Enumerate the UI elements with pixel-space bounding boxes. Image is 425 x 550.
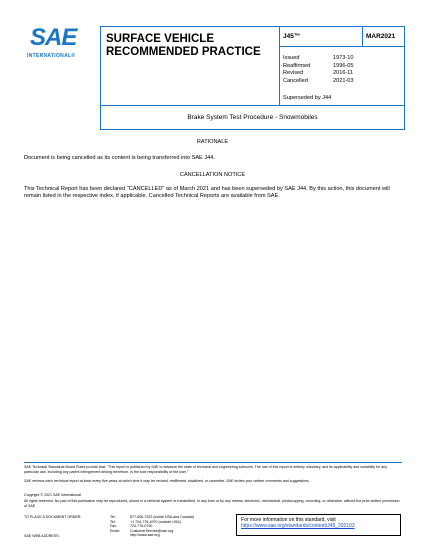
contact-key: Tel:	[110, 515, 116, 519]
contact-value[interactable]: CustomerService@sae.org	[130, 528, 174, 533]
standard-link[interactable]: https://www.sae.org/standards/content/J45_202103	[241, 523, 355, 530]
sae-logo: SAE	[30, 24, 77, 51]
date-row	[283, 78, 354, 86]
date-row	[283, 70, 354, 78]
document-subtitle	[100, 106, 405, 130]
sae-logo-subtitle: INTERNATIONAL®	[27, 53, 76, 59]
footer-web-address-label: SAE WEB ADDRESS:	[24, 534, 60, 538]
contact-key: Fax:	[110, 524, 117, 529]
date-label: Cancelled	[283, 77, 308, 84]
order-label: TO PLACE A DOCUMENT ORDER:	[24, 515, 82, 519]
document-type-title	[106, 33, 261, 59]
footer-rights-paragraph: All rights reserved. No part of this publication may be reproduced, stored in a retrieval system or transmitted, in any form or by any means, electronic, mechanical, photocopying, recording, or otherwise, without the prior written permission of SAE.	[24, 499, 400, 508]
date-row	[283, 63, 354, 71]
order-contacts	[110, 515, 194, 538]
footer-rules-paragraph: SAE Technical Standards Board Rules provide that: "This report is published by SAE to advance the state of technical and engineering sciences. The use of this report is entirely voluntary, and its applicability and suitability for any particular use, including any patent infringement arising therefrom, is the sole responsibility of the user."	[24, 465, 388, 474]
more-info-text: For more information on this standard, visit	[241, 517, 336, 523]
footer-review-paragraph: SAE reviews each technical report at least every five years at which time it may be revised, reaffirmed, stabilized, or cancelled. SAE invites your written comments and suggestions.	[24, 479, 310, 483]
cancellation-heading: CANCELLATION NOTICE	[179, 172, 246, 178]
header-divider	[279, 26, 280, 106]
date-value: 1973-10	[333, 55, 354, 61]
date-label: Reaffirmed	[283, 62, 311, 69]
date-row	[283, 55, 354, 63]
date-value: 2021-03	[333, 77, 354, 84]
footer-copyright: Copyright © 2021 SAE International	[24, 493, 81, 497]
date-label: Revised	[283, 70, 304, 77]
header-divider	[362, 26, 363, 46]
contact-key	[110, 533, 130, 538]
rationale-heading: RATIONALE	[196, 139, 229, 145]
date-value: 2016-11	[333, 70, 354, 77]
contact-key: Email:	[110, 528, 120, 533]
date-value: 1996-05	[333, 62, 354, 69]
contact-value: 724-776-0790	[130, 524, 153, 529]
contact-key: Tel:	[110, 519, 116, 524]
document-dates	[283, 55, 354, 85]
title-line: RECOMMENDED PRACTICE	[106, 46, 261, 58]
document-date: MAR2021	[366, 33, 396, 40]
contact-value: 877-606-7323 (inside USA and Canada)	[130, 515, 194, 519]
title-line: SURFACE VEHICLE	[106, 33, 214, 45]
date-label: Issued	[283, 55, 300, 61]
contact-value: +1 724-776-4970 (outside USA)	[130, 519, 181, 524]
cancellation-text: This Technical Report has been declared "CANCELLED" as of March 2021 and has been superseded by SAE J44. By this action, this document will remain listed in the respective index, if applicable. Cancelled Technical Reports are available from SAE.	[24, 186, 390, 200]
header-divider	[279, 46, 405, 47]
superseded-note: Superseded by J44	[283, 95, 332, 101]
contact-row	[110, 533, 194, 538]
footer-divider	[24, 462, 402, 463]
more-info-box	[236, 514, 401, 536]
document-id: J45™	[283, 33, 301, 40]
rationale-text: Document is being cancelled as its content is being transferred into SAE J44.	[24, 155, 215, 161]
contact-value[interactable]: http://www.sae.org	[130, 533, 160, 538]
subtitle-text: Brake System Test Procedure - Snowmobiles	[187, 114, 318, 121]
